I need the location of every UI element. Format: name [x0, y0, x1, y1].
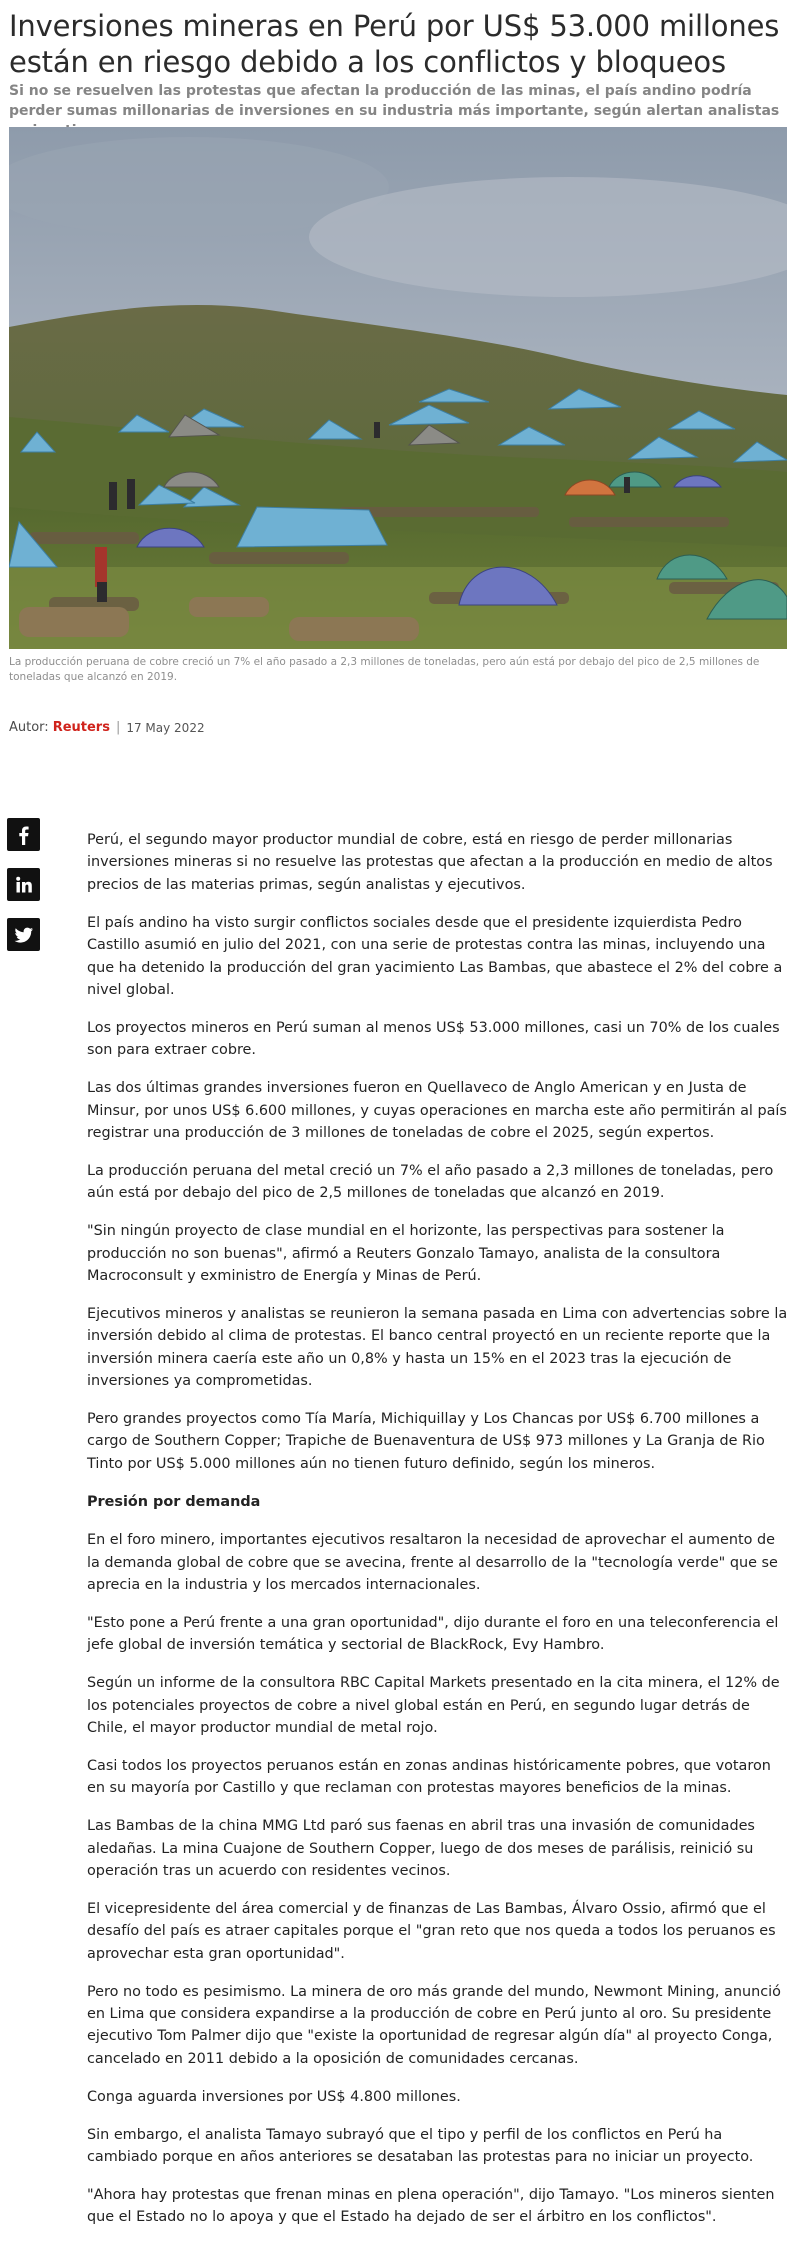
twitter-icon	[14, 925, 34, 945]
paragraph: "Ahora hay protestas que frenan minas en plena operación", dijo Tamayo. "Los mineros sienten que el Estado no lo apoya y que el Estado ha dejado de ser el árbitro en los conflictos".	[87, 2187, 775, 2226]
article-subtitle: Si no se resuelven las protestas que afectan la producción de las minas, el país andino podría perder sumas millonarias de inversiones en su industria más importante, según alertan analistas	[9, 83, 780, 119]
paragraph: Las dos últimas grandes inversiones fueron en Quellaveco de Anglo American y en Justa de Minsur, por unos US$ 6.600 millones, y cuyas operaciones en marcha este año permitirán al país registrar una producción de 3 millones de toneladas de cobre el 2025, según expertos.	[87, 1080, 787, 1141]
linkedin-icon	[14, 875, 34, 895]
paragraph: Conga aguarda inversiones por US$ 4.800 millones.	[87, 2088, 461, 2105]
paragraph: Ejecutivos mineros y analistas se reunieron la semana pasada en Lima con advertencias sobre la inversión debido al clima de protestas. El banco central proyectó en un reciente reporte que la inversión minera caería este año un 0,8% y hasta un 15% en el 2023 tras la ejecución de inversiones ya comprometidas.	[87, 1305, 788, 1390]
facebook-share-button[interactable]	[7, 818, 40, 851]
paragraph: "Esto pone a Perú frente a una gran oportunidad", dijo durante el foro en una teleconferencia el jefe global de inversión temática y sectorial de BlackRock, Evy Hambro.	[87, 1614, 779, 1654]
author-label: Autor:	[9, 720, 49, 735]
article-title: Inversiones mineras en Perú por US$ 53.000 millones están en riesgo debido a los conflictos y bloqueos	[9, 9, 780, 79]
meta-separator: |	[115, 720, 121, 735]
paragraph: Según un informe de la consultora RBC Capital Markets presentado en la cita minera, el 12% de los potenciales proyectos de cobre a nivel global están en Perú, en segundo lugar detrás de Chile, el mayor productor mundial de metal rojo.	[87, 1675, 780, 1736]
publish-date: 17 May 2022	[126, 720, 205, 735]
paragraph: En el foro minero, importantes ejecutivos resaltaron la necesidad de aprovechar el aumento de la demanda global de cobre que se avecina, frente al desarrollo de la "tecnología verde" que se aprecia en la industria y los mercados internacionales.	[87, 1532, 778, 1593]
mining-camp-photo	[9, 127, 787, 649]
twitter-share-button[interactable]	[7, 918, 40, 951]
image-caption: La producción peruana de cobre creció un 7% el año pasado a 2,3 millones de toneladas, pero aún está por debajo del pico de 2,5 millones de toneladas que alcanzó en 2019.	[9, 656, 760, 683]
hero-image	[9, 127, 787, 649]
paragraph: Sin embargo, el analista Tamayo subrayó que el tipo y perfil de los conflictos en Perú ha cambiado porque en años anteriores se desataban las protestas para no iniciar un proyecto.	[87, 2126, 754, 2166]
section-heading: Presión por demanda	[87, 1493, 261, 1510]
paragraph: El vicepresidente del área comercial y de finanzas de Las Bambas, Álvaro Ossio, afirmó que el desafío del país es atraer capitales porque el "gran reto que nos queda a todos los peruanos es aprovechar esta gran oportunidad".	[87, 1900, 776, 1962]
article-meta	[9, 720, 205, 735]
facebook-icon	[14, 825, 34, 845]
paragraph: Perú, el segundo mayor productor mundial de cobre, está en riesgo de perder millonarias inversiones mineras si no resuelve las protestas que afectan a la producción en medio de altos precios de las materias primas, según analistas y ejecutivos.	[87, 832, 773, 893]
paragraph: El país andino ha visto surgir conflictos sociales desde que el presidente izquierdista Pedro Castillo asumió en julio del 2021, con una serie de protestas contra las minas, incluyendo una que ha detenido la producción del gran yacimiento Las Bambas, que abastece el 2% del cobre a nivel global.	[87, 914, 783, 998]
paragraph: Pero grandes proyectos como Tía María, Michiquillay y Los Chancas por US$ 6.700 millones a cargo de Southern Copper; Trapiche de Buenaventura de US$ 973 millones y La Granja de Rio Tinto por US$ 5.000 millones aún no tienen futuro definido, según los mineros.	[87, 1411, 765, 1472]
article-body	[87, 829, 789, 2244]
paragraph: "Sin ningún proyecto de clase mundial en el horizonte, las perspectivas para sostener la producción no son buenas", afirmó a Reuters Gonzalo Tamayo, analista de la consultora Macroconsult y exministro de Energía y Minas de Perú.	[87, 1223, 725, 1284]
paragraph: Pero no todo es pesimismo. La minera de oro más grande del mundo, Newmont Mining, anunció en Lima que considera expandirse a la producción de cobre en Perú junto al oro. Su presidente ejecutivo Tom Palmer dijo que "existe la oportunidad de regresar algún día" al proyecto Conga, cancelado en 2011 debido a la oposición de comunidades cercanas.	[87, 1983, 781, 2067]
share-bar	[7, 818, 41, 968]
paragraph: Los proyectos mineros en Perú suman al menos US$ 53.000 millones, casi un 70% de los cuales son para extraer cobre.	[87, 1019, 780, 1059]
author-link[interactable]: Reuters	[52, 720, 110, 735]
paragraph: La producción peruana del metal creció un 7% el año pasado a 2,3 millones de toneladas, pero aún está por debajo del pico de 2,5 millones de toneladas que alcanzó en 2019.	[87, 1162, 774, 1202]
paragraph: Las Bambas de la china MMG Ltd paró sus faenas en abril tras una invasión de comunidades aledañas. La mina Cuajone de Southern Copper, luego de dos meses de parálisis, reinició su operación tras un acuerdo con residentes vecinos.	[87, 1818, 755, 1880]
paragraph: Casi todos los proyectos peruanos están en zonas andinas históricamente pobres, que votaron en su mayoría por Castillo y que reclaman con protestas mayores beneficios de la minas.	[87, 1757, 771, 1797]
linkedin-share-button[interactable]	[7, 868, 40, 901]
